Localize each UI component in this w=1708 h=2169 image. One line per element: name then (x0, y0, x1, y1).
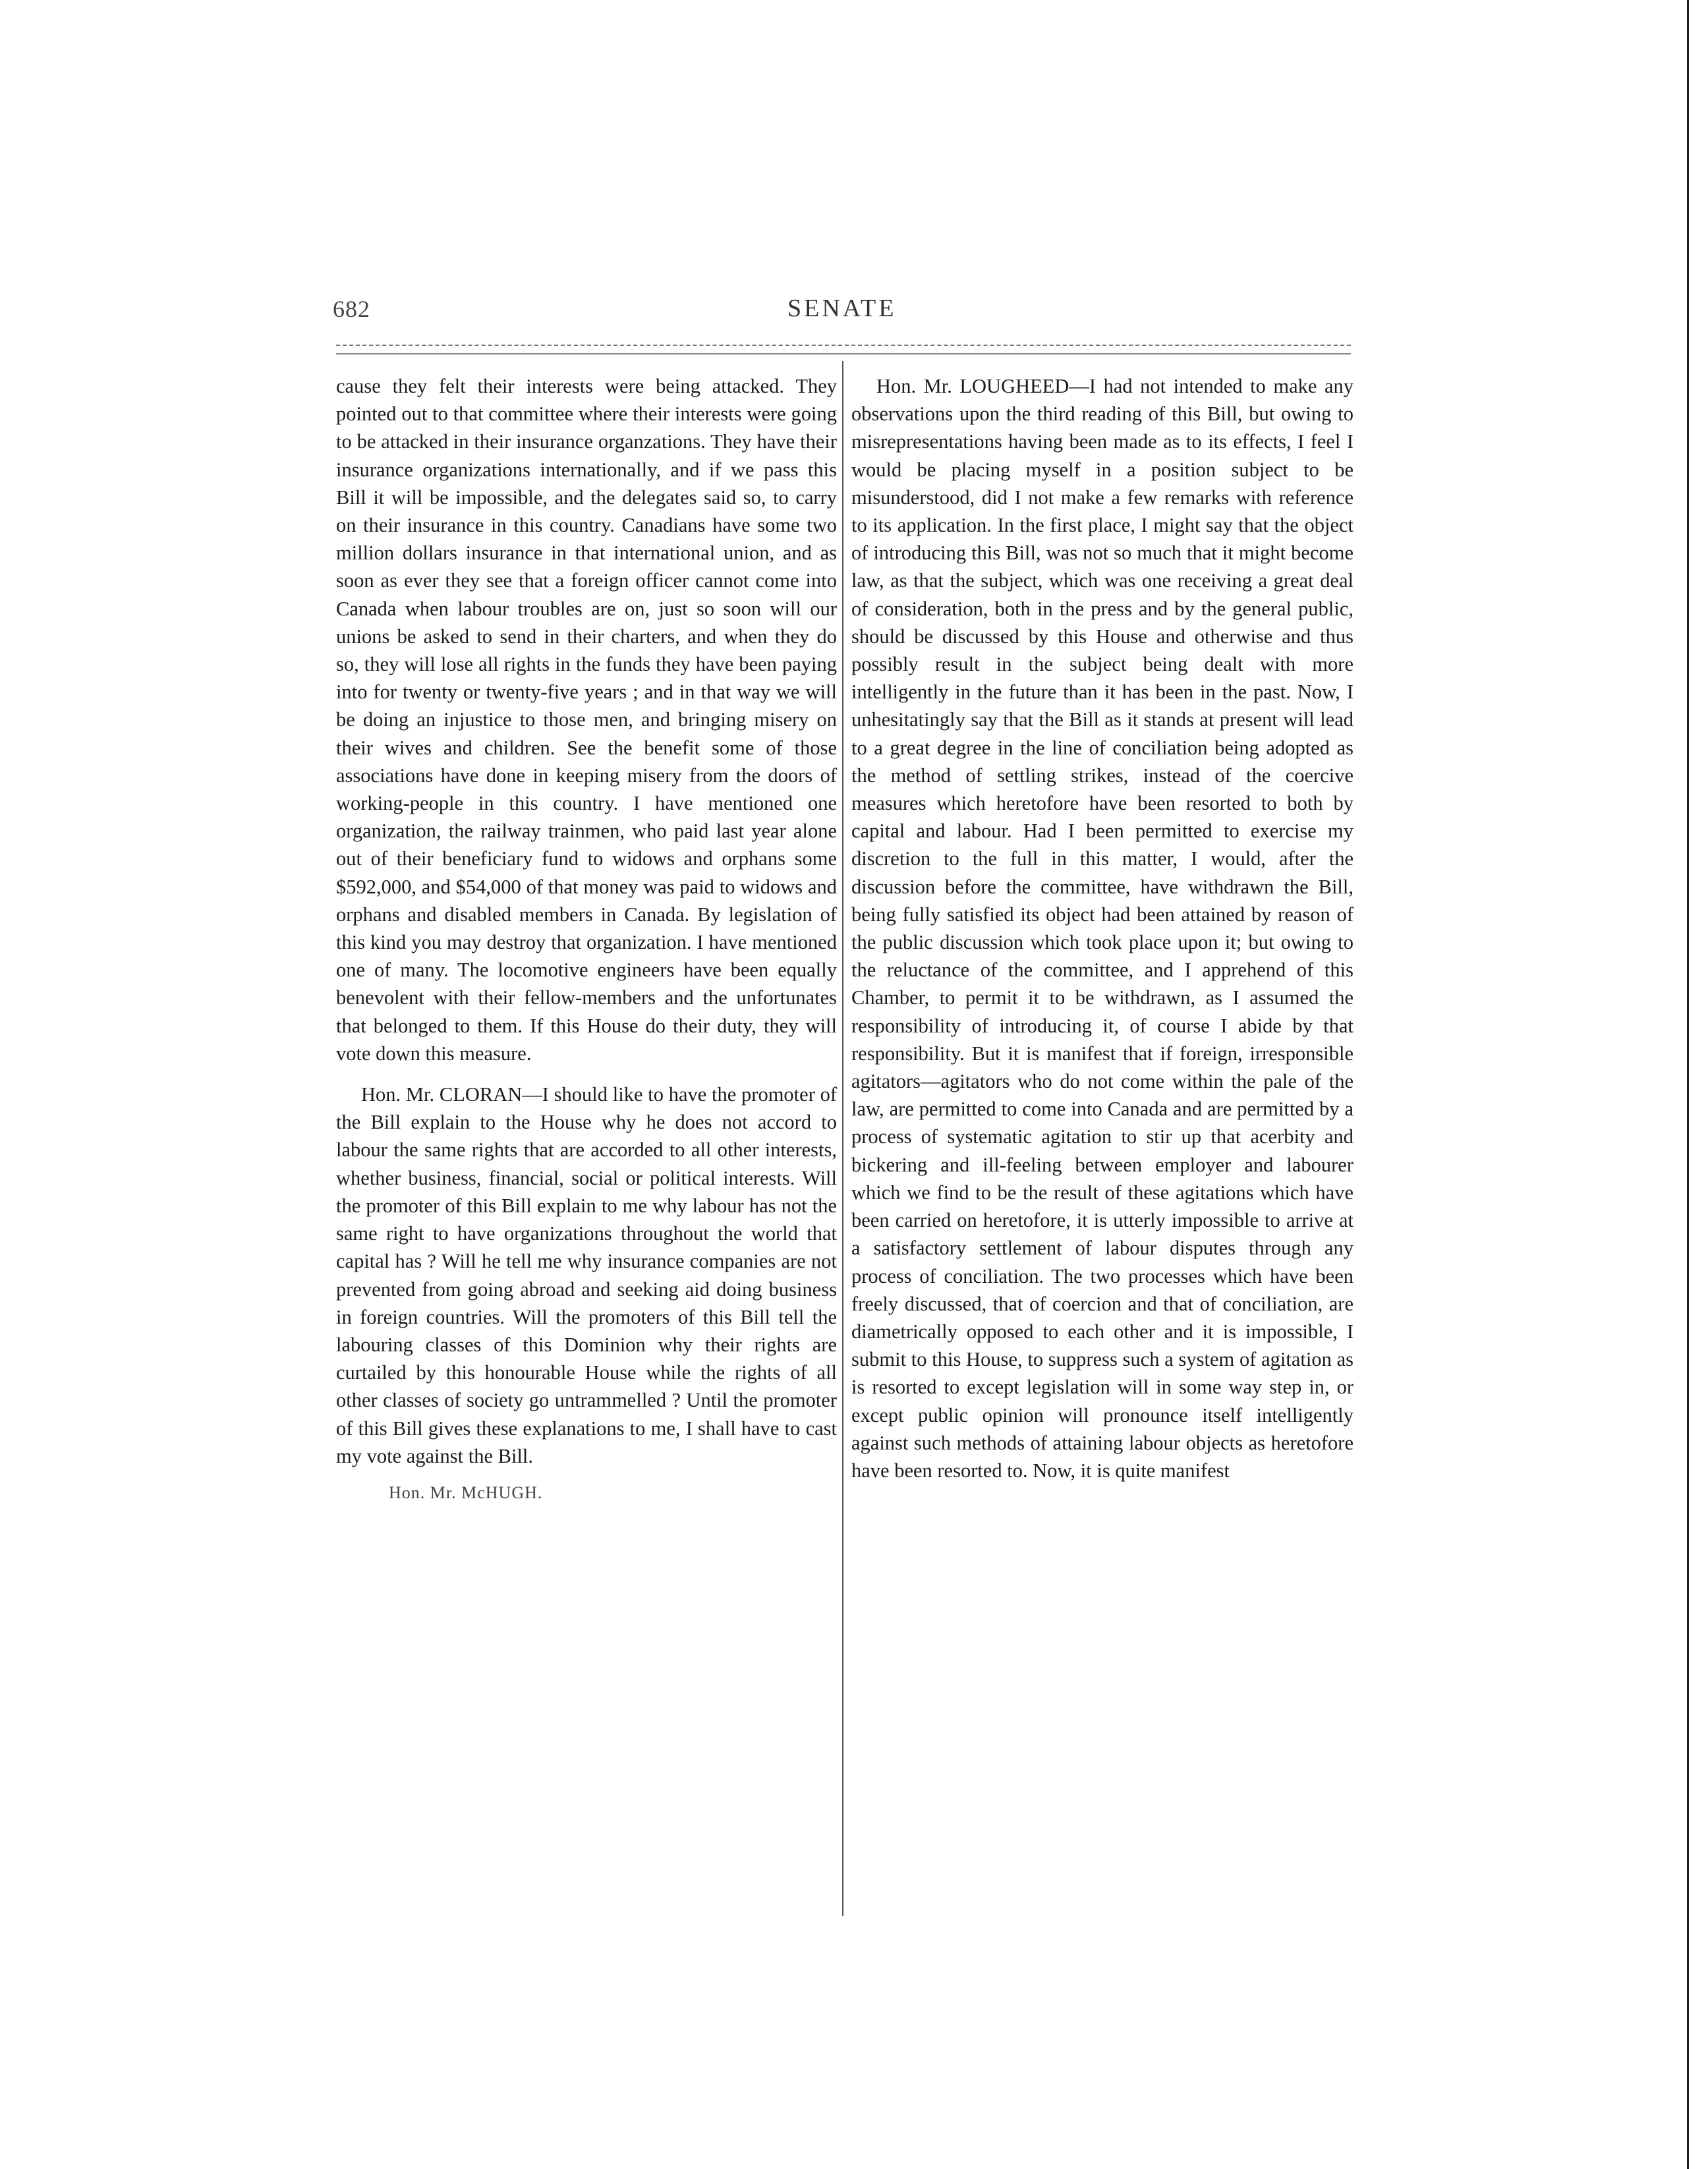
lougheed-speech: Hon. Mr. LOUGHEED—I had not intended to make any observations upon the third reading of this Bill, but owing to misrepresentations having been made as to its effects, I feel I would be placing myself in a position subject to be misunderstood, did I not make a few remarks with reference to its application. In the first place, I might say that the object of introducing this Bill, was not so much that it might become law, as that the subject, which was one receiving a great deal of consideration, both in the press and by the general public, should be discussed by this House and otherwise and thus possibly result in the subject being dealt with more intelligently in the future than it has been in the past. Now, I unhesitatingly say that the Bill as it stands at present will lead to a great degree in the line of conciliation being adopted as the method of settling strikes, instead of the coercive measures which heretofore have been resorted to both by capital and labour. Had I been permitted to exercise my discretion to the full in this matter, I would, after the discussion before the committee, have withdrawn the Bill, being fully satisfied its object had been attained by reason of the public discussion which took place upon it; but owing to the reluctance of the committee, and I apprehend of this Chamber, to permit it to be withdrawn, as I assumed the responsibility of introducing it, of course I abide by that responsibility. But it is manifest that if foreign, irresponsible agitators—agitators who do not come within the pale of the law, are permitted to come into Canada and are permitted by a process of systematic agitation to stir up that acerbity and bickering and ill-feeling between employer and labourer which we find to be the result of these agitations which have been carried on heretofore, it is utterly impossible to arrive at a satisfactory settlement of labour disputes through any process of conciliation. The two processes which have been freely discussed, that of coercion and that of conciliation, are diametrically opposed to each other and it is impossible, I submit to this House, to suppress such a system of agitation as is resorted to except legislation will in some way step in, or except public opinion will pronounce itself intelligently against such methods of attaining labour objects as heretofore have been resorted to. Now, it is quite manifest (851, 375, 1353, 1482)
column-divider (842, 361, 843, 1916)
cloran-speech: Hon. Mr. CLORAN—I should like to have the promoter of the Bill explain to the House why he does not accord to labour the same rights that are accorded to all other interests, whether business, financial, social or political interests. Will the promoter of this Bill explain to me why labour has not the same right to have organizations throughout the world that capital has ? Will he tell me why insurance companies are not prevented from going abroad and seeking aid doing business in foreign countries. Will the promoters of this Bill tell the labouring classes of this Dominion why their rights are curtailed by this honourable House while the rights of all other classes of society go untrammelled ? Until the promoter of this Bill gives these explanations to me, I shall have to cast my vote against the Bill. (336, 1083, 837, 1467)
header-rule-lower (336, 353, 1351, 354)
catchword: Hon. Mr. McHUGH. (389, 1482, 543, 1502)
header-rule (336, 345, 1351, 346)
page-number: 682 (333, 296, 370, 322)
continued-paragraph: cause they felt their interests were being attacked. They pointed out to that committee where their interests were going to be attacked in their insurance organzations. They have their insurance organizations internationally, and if we pass this Bill it will be impossible, and the delegates said so, to carry on their insurance in this country. Canadians have some two million dollars insurance in that international union, and as soon as ever they see that a foreign officer cannot come into Canada when labour troubles are on, just so soon will our unions be asked to send in their charters, and when they do so, they will lose all rights in the funds they have been paying into for twenty or twenty-five years ; and in that way we will be doing an injustice to those men, and bringing misery on their wives and children. See the benefit some of those associations have done in keeping misery from the doors of working-people in this country. I have mentioned one organization, the railway trainmen, who paid last year alone out of their beneficiary fund to widows and orphans some $592,000, and $54,000 of that money was paid to widows and orphans and disabled members in Canada. By legislation of this kind you may destroy that organization. I have mentioned one of many. The locomotive engineers have been equally benevolent with their fellow-members and the unfortunates that belonged to them. If this House do their duty, they will vote down this measure. (336, 375, 837, 1065)
running-title: SENATE (787, 295, 897, 322)
scan-border (1687, 0, 1689, 2169)
right-column (851, 372, 1353, 1484)
left-column (336, 372, 837, 1507)
